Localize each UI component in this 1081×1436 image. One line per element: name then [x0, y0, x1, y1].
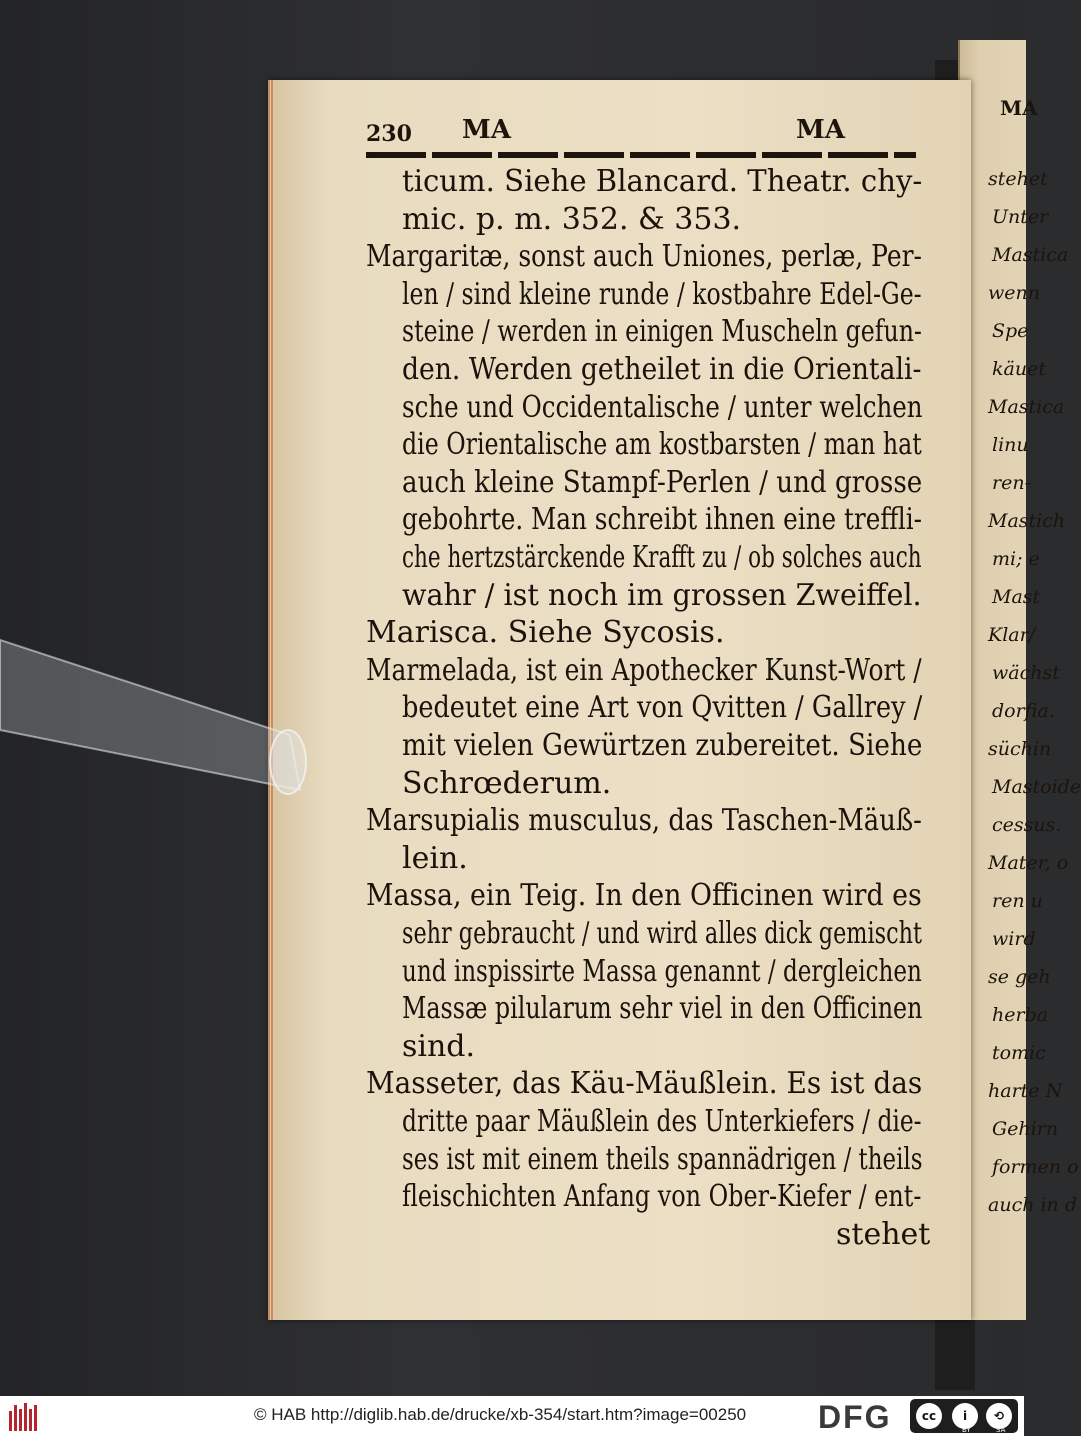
next-page-fragment: harte N [988, 1080, 1063, 1102]
by-label: BY [962, 1426, 971, 1434]
text-line: ticum. Siehe Blancard. Theatr. chy- [402, 164, 923, 199]
text-line: auch kleine Stampf-Perlen / und grosse [402, 464, 923, 500]
hab-logo-icon [8, 1401, 40, 1431]
text-line: Massa, ein Teig. In den Officinen wird es [366, 878, 922, 914]
text-line: Schrœderum. [402, 765, 612, 801]
sa-icon: ⟲ [986, 1403, 1012, 1429]
text-line: Marisca. Siehe Sycosis. [366, 615, 725, 651]
text-line: mit vielen Gewürtzen zubereitet. Siehe [402, 728, 923, 763]
text-line: bedeutet eine Art von Qvitten / Gallrey / [402, 690, 923, 726]
text-line: und inspissirte Massa genannt / dergleichen [402, 953, 922, 989]
next-page-fragment: ren u [992, 890, 1043, 912]
text-line: Marsupialis musculus, das Taschen-Mäuß- [366, 803, 922, 839]
by-icon: i [952, 1403, 978, 1429]
page-holder-pointer [0, 640, 320, 820]
page-number: 230 [366, 121, 412, 147]
next-page-fragment: wächst [992, 662, 1060, 684]
head-rule [366, 152, 916, 158]
next-page-head: MA [1000, 96, 1038, 120]
text-line: fleischichten Anfang von Ober-Kiefer / ent- [402, 1179, 922, 1215]
text-line: sind. [402, 1028, 476, 1064]
next-page-fragment: tomic [992, 1042, 1046, 1064]
dfg-logo: DFG [818, 1399, 892, 1435]
copyright-link[interactable]: © HAB http://diglib.hab.de/drucke/xb-354/start.htm?image=00250 [254, 1405, 747, 1424]
text-line: steine / werden in einigen Muscheln gefun- [402, 314, 922, 350]
next-page-fragment: Mast [992, 586, 1041, 608]
next-page-fragment: Mastica [988, 396, 1065, 418]
text-line: stehet [836, 1216, 931, 1252]
next-page-fragment: stehet [988, 168, 1048, 190]
text-line: lein. [402, 840, 468, 876]
sa-label: SA [996, 1426, 1006, 1434]
next-page-fragment: Mastich [988, 510, 1066, 532]
next-page-fragment: auch in d [988, 1194, 1077, 1216]
text-line: Margaritæ, sonst auch Uniones, perlæ, Per- [366, 239, 922, 275]
text-line: die Orientalische am kostbarsten / man hat [402, 427, 922, 463]
next-page-fragment: wenn [988, 282, 1040, 304]
next-page-fragment: cessus. [992, 814, 1062, 836]
running-head-right: MA [796, 115, 845, 145]
text-line: Masseter, das Käu-Mäußlein. Es ist das [366, 1066, 923, 1102]
next-page-fragment: herba [992, 1004, 1049, 1026]
next-page-fragment: Unter [992, 206, 1049, 228]
text-line: len / sind kleine runde / kostbahre Edel-Ge- [402, 276, 922, 312]
next-page-fragment: wird [992, 928, 1036, 950]
text-line: dritte paar Mäußlein des Unterkiefers / die- [402, 1104, 922, 1139]
text-line: gebohrte. Man schreibt ihnen eine treffli- [402, 502, 923, 538]
next-page-fragment: Mastoide [992, 776, 1081, 798]
next-page-fragment: Klar/ [988, 624, 1036, 646]
text-line: mic. p. m. 352. & 353. [402, 201, 742, 237]
next-page-fragment: Gehirn [992, 1118, 1059, 1140]
footer-bar [0, 1396, 1024, 1436]
next-page-fragment: formen o [992, 1156, 1079, 1178]
next-page-fragment: linu [992, 434, 1029, 456]
next-page-fragment: käuet [992, 358, 1046, 380]
next-page-fragment: Spe [992, 320, 1029, 342]
cc-icon: cc [916, 1403, 942, 1429]
text-line: sche und Occidentalische / unter welchen [402, 389, 923, 425]
next-page-fragment: dorfia. [992, 700, 1055, 722]
next-page-fragment: süchin [988, 738, 1052, 760]
text-line: sehr gebraucht / und wird alles dick gemischt [402, 916, 922, 951]
text-line: Massæ pilularum sehr viel in den Officinen [402, 991, 923, 1027]
next-page-fragment: mi; e [992, 548, 1040, 570]
running-head [366, 115, 916, 149]
next-page-fragment: se geh [988, 966, 1051, 988]
text-line: wahr / ist noch im grossen Zweiffel. [402, 577, 922, 613]
next-page-fragment: Mater, o [988, 852, 1069, 874]
running-head-left: MA [462, 115, 511, 145]
cc-license-badge[interactable] [910, 1399, 1018, 1433]
text-line: ses ist mit einem theils spannädrigen / theils [402, 1141, 923, 1177]
next-page-fragment: ren- [992, 472, 1031, 494]
text-line: den. Werden getheilet in die Orientali- [402, 352, 922, 387]
text-line: che hertzstärckende Krafft zu / ob solches auch [402, 540, 922, 575]
text-line: Marmelada, ist ein Apothecker Kunst-Wort / [366, 652, 922, 688]
next-page-fragment: Mastica [992, 244, 1069, 266]
